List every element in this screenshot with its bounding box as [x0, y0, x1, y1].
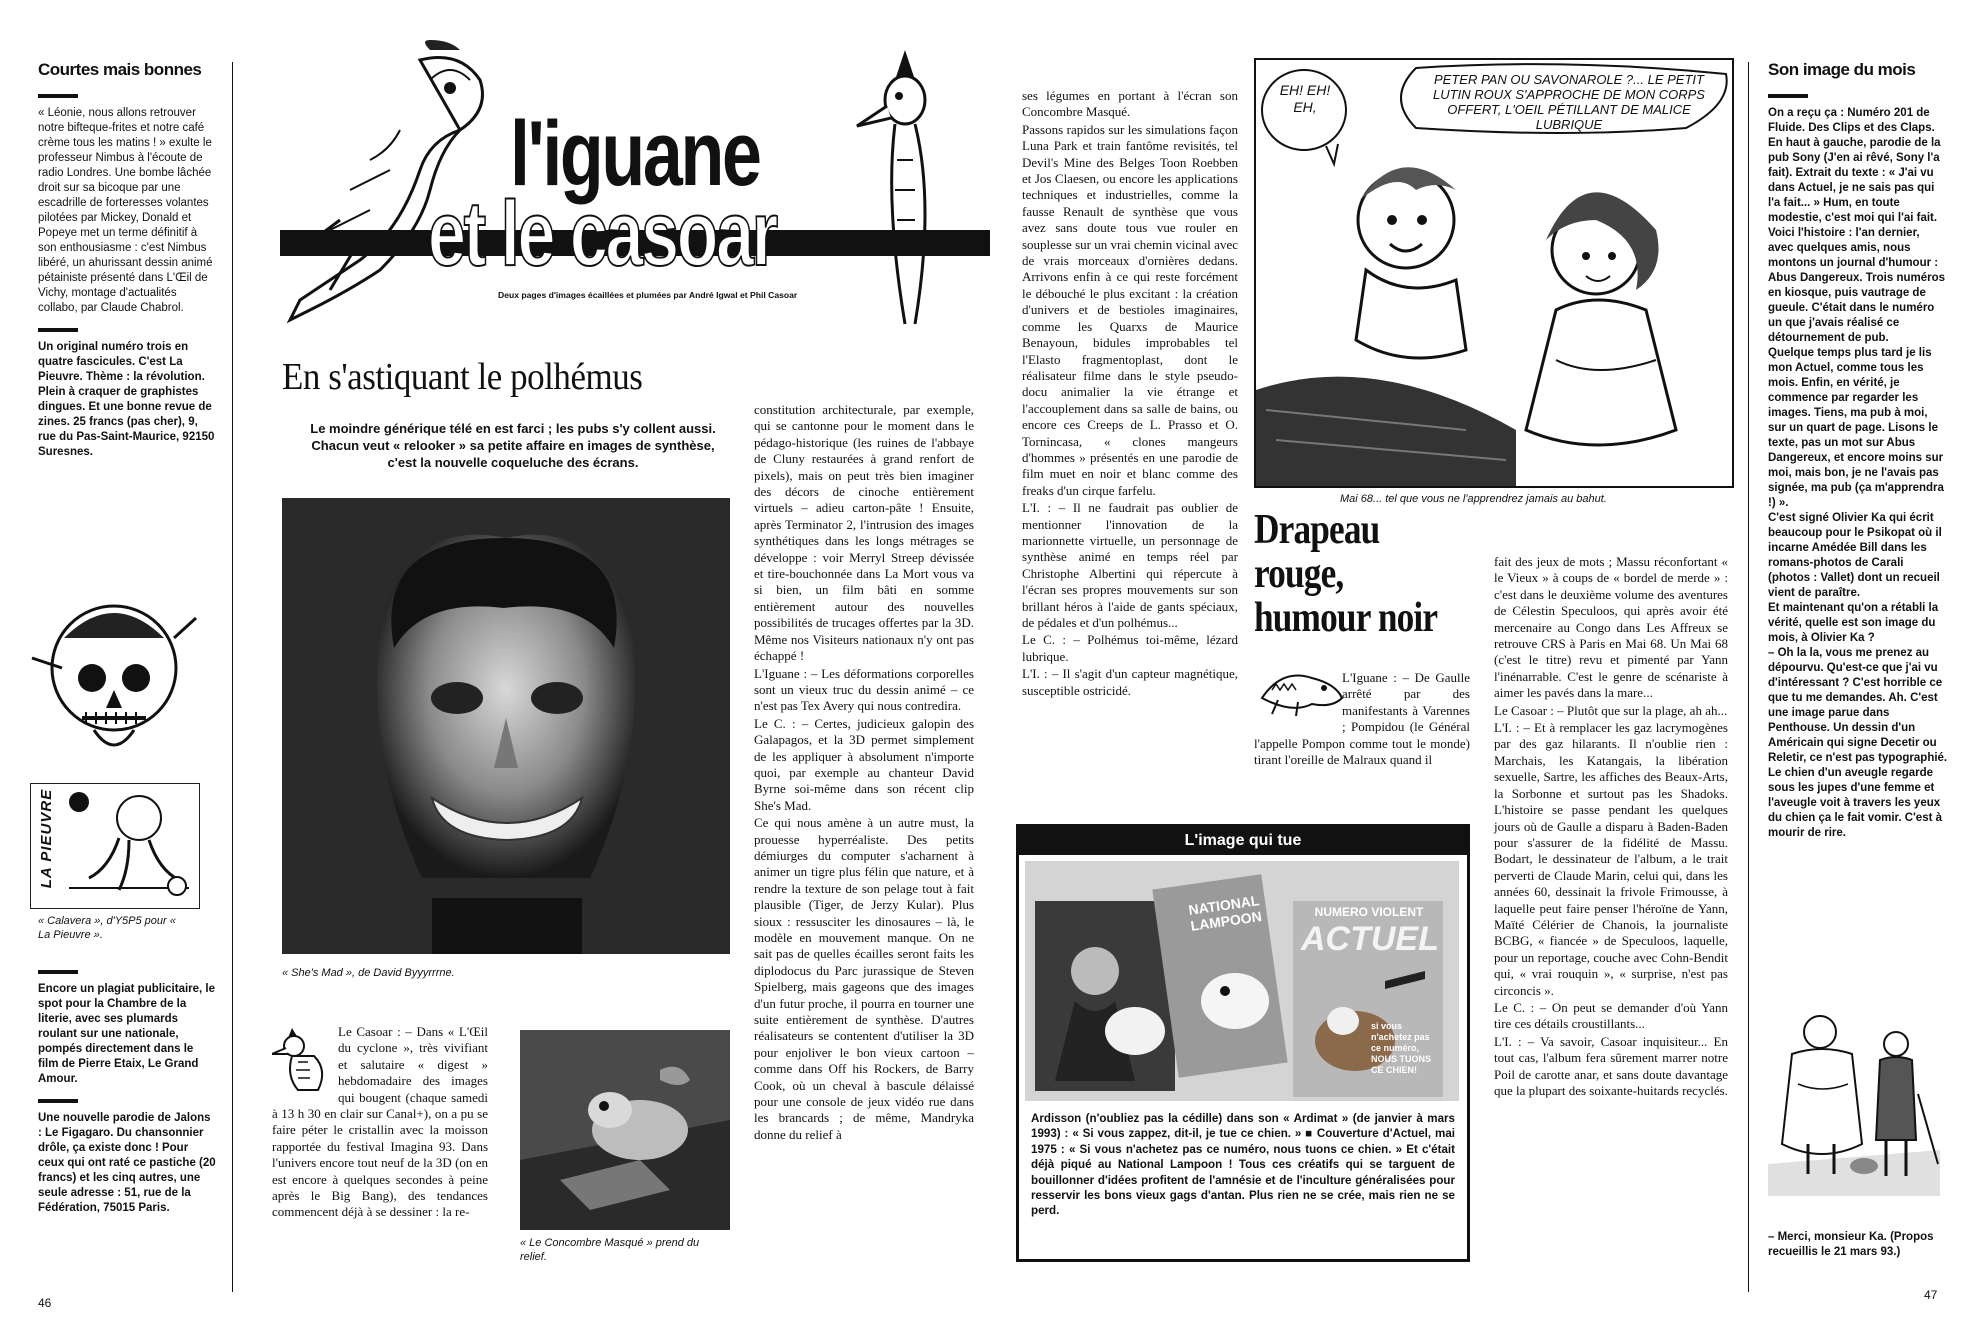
right-sidebar-text-1: On a reçu ça : Numéro 201 de Fluide. Des Clips et des Claps. En haut à gauche, parodie de la pub Sony (J'en ai rêvé, Sony l'a fait). Extrait du texte : « J'ai vu dans Actuel, je ne sais pas qui l'a fait... » Hum, en toute modestie, c'est moi qui l'ai fait. Voici l'histoire : l'an dernier, avec quelques amis, nous montons un journal d'humour : Abus Dangereux. Trois numéros en kiosque, puis vautrage de gueule. C'était dans le numéro un que j'avais réalisé ce détournement de pub. — [1768, 107, 1946, 344]
column2-iguane: L'I. : – Et à remplacer les gaz lacrymogènes par des gaz hilarants. Il n'oublie rien : Marchais, les Katangais, la libération sexuelle, Sartre, les affiches des Beaux-Arts, la Sorbonne et surtout pas les Shadoks. L'histoire se passe pendant les quelques jours où de Gaulle a disparu à Baden-Baden pour s'assurer de la fidélité de Massu. Bodart, le dessinateur de l'album, a le trait perverti de Claude Marin, celui qui, dans les années 60, dessinait la frivole Frimousse, à laquelle peut faire penser l'héroïne de Yann, Maïté Célérier de Chanois, la journaliste BCBG, « fiancée » de Speculoos, laquelle, pour un reportage, couche avec Cohn-Bendit qui, « vrai rouquin », « surprise, n'est pas circoncis ». — [1494, 720, 1728, 998]
sidebar-rule — [1768, 94, 1808, 98]
david-byrne-photo — [282, 498, 730, 954]
page-number-left: 46 — [38, 1296, 52, 1310]
casoar-illustration — [835, 40, 975, 340]
column4-paragraph: Passons rapidos sur les simulations façon Luna Park et train fantôme revisités, tel Devil's Mine des Belges Toon Roebben et Jos Claesen, ou encore les applications techniques et industrielles, comme la fausse Renault de synthèse que vous avez sans doute tous vue rouler en souplesse sur un vrai chemin vicinal avec de vrais morceaux d'ornières dedans. Arrivons enfin à ce qui reste forcément le débouché le plus excitant : la création d'univers et de bestioles imaginaires, comme les Quarxs de Maurice Benayoun, bidules improbables tel l'Elasto fragmentoplast, dont le réalisateur filme dans le style pseudo-docu animalier la vie étrange et l'accouplement dans sa salle de bains, ou encore ces Creeps de L. Prasso et O. Tornincasa, « clones mangeurs d'hommes » présentés en une parodie de film muet en noir et blanc comme des freaks d'un cirque farfelu. — [1022, 121, 1238, 498]
blind-man-cartoon — [1768, 1004, 1940, 1196]
column3-casoar: Le C. : – Certes, judicieux galopin des Galapagos, et la 3D permet simplement de les appliquer à absolument n'importe quoi, par exemple au chanteur David Byrne soi-même dans son récent clip She's Mad. — [754, 715, 974, 813]
casoar-text: Le Casoar : – Dans « L'Œil du cyclone », très vivifiant et salutaire « digest » hebdomadaire des images qui bougent (chaque samedi à 13 h 30 en clair sur Canal+), on a pu se faire péter le cristallin avec la moisson rapportée du festival Imagina 93. Dans l'univers encore tout neuf de la 3D (on en est encore à quelques secondes à peine après le Big Bang), des tendances commencent déjà à se dessiner : la re- — [272, 1024, 488, 1220]
right-sidebar — [1768, 60, 1948, 841]
concombre-caption: « Le Concombre Masqué » prend du relief. — [520, 1237, 700, 1263]
left-sidebar-bottom — [38, 970, 216, 1216]
pieuvre-logo: LA PIEUVRE — [38, 788, 56, 889]
sidebar-item-3: Encore un plagiat publicitaire, le spot pour la Chambre de la literie, avec ses plumards roulant sur une nationale, pompés directement dans le film de Pierre Etaix, Le Grand Amour. — [38, 983, 216, 1085]
column3-paragraph: constitution architecturale, par exemple, qui se cantonne pour le moment dans le pédago-historique (les ruines de l'abbaye de Cluny restaurées à grand renfort de pixels), mais on peut très bien imaginer des décors de cinoche entièrement virtuels – adieu carton-pâte ! Ensuite, après Terminator 2, l'intrusion des images synthétiques dans les longs métrages se développe : voir Merryl Streep dévissée et tire-bouchonnée dans La Mort vous va si bien, un film bâti en somme entièrement autour des nouvelles possibilités de trucages offertes par la 3D. Même nos Visiteurs nationaux n'y ont pas échappé ! — [754, 402, 974, 664]
column2-casoar-2: Le C. : – On peut se demander d'où Yann tire ces détails croustillants... — [1494, 999, 1728, 1032]
actuel-tagline: si vous n'achetez pas ce numéro, NOUS TUONS CE CHIEN! — [1371, 1021, 1432, 1075]
page-number-right: 47 — [1924, 1288, 1938, 1302]
column4-start: ses légumes en portant à l'écran son Concombre Masqué. — [1022, 88, 1238, 120]
sidebar-item-4: Une nouvelle parodie de Jalons : Le Figagaro. Du chansonnier drôle, ça existe donc ! Pour ceux qui ont raté ce pastiche (20 francs) et les cinq autres, une seule adresse : 51, rue de la Fédération, 75015 Paris. — [38, 1112, 216, 1214]
right-sidebar-text-3: C'est signé Olivier Ka qui écrit beaucoup pour le Psikopat où il incarne Amédée Bill dans les romans-photos de Carali (photos : Vallet) dont un recueil vient de paraître. — [1768, 512, 1942, 599]
column4-iguane: L'I. : – Il ne faudrait pas oublier de mentionner l'innovation de la marionnette virtuelle, un personnage de synthèse animé en temps réel par Christophe Albertini qui répercute à l'écran ses propres mouvements sur son brillant héros à l'aide de gants spéciaux, de pédales et d'un polhémus... — [1022, 500, 1238, 630]
image-qui-tue-photo — [1025, 861, 1459, 1101]
concombre-masque-image — [520, 1030, 730, 1230]
right-sidebar-text-5: – Oh la la, vous me prenez au dépourvu. Qu'est-ce que j'ai vu d'intéressant ? C'est horrible ce que tu me demandes. Ah. C'est une image parue dans Penthouse. Un dessin d'un Américain qui signe Decetir ou Reletir, ce n'est pas typographié. Le chien d'un aveugle regarde sous les jupes d'une femme et l'aveugle voit à travers les yeux du chien ça le fait vomir. C'est à mourir de rire. — [1768, 647, 1948, 839]
header-title-line2: et le casoar — [428, 183, 777, 285]
column3-iguane: L'Iguane : – Les déformations corporelles sont un vieux truc du dessin animé – ce n'est pas Tex Avery qui nous contredira. — [754, 665, 974, 714]
lampoon-title: NATIONAL LAMPOON — [1187, 892, 1263, 934]
article2-title-line1: Drapeau — [1254, 507, 1380, 553]
column4-iguane-2: L'I. : – Il s'agit d'un capteur magnétique, susceptible ostricidé. — [1022, 666, 1238, 698]
column2-iguane-2: L'I. : – Va savoir, Casoar inquisiteur... En tout cas, l'album fera sûrement marrer notre Poil de carotte anar, et sans doute davantage que la plupart des soixante-huitards recyclés. — [1494, 1033, 1728, 1098]
right-sidebar-title: Son image du mois — [1768, 60, 1916, 79]
article2-title — [1254, 508, 1456, 640]
sidebar-rule — [38, 1099, 78, 1103]
article2-iguane-text: L'Iguane : – De Gaulle arrêté par des manifestants à Varennes ; Pompidou (le Général l'appelle Pompon comme tout le monde) tirant l'oreille de Malraux quand il — [1254, 670, 1470, 768]
image-qui-tue-box — [1016, 824, 1470, 1262]
right-sidebar-text-2: Quelque temps plus tard je lis mon Actuel, comme tous les mois. Enfin, en vérité, je commence par regarder les images. Tiens, ma pub à moi, sur un quart de page. Lisons le texte, pas un mot sur Abus Dangereux, et encore moins sur moi, mais bon, je ne l'avais pas signée, ma pub (ça m'apprendra !) ». — [1768, 347, 1944, 509]
sidebar-item-1: « Léonie, nous allons retrouver notre bifteque-frites et notre café crème tous les matins ! » exulte le professeur Nimbus à l'écoute de radio Londres. Une bombe lâchée droit sur sa bicoque par une escadrille de forteresses volantes pilotées par Mickey, Donald et Popeye met un terme définitif à son enthousiasme : c'est Nimbus libéré, un ahurissant dessin animé pétainiste présenté dans L'Œil de Vichy, montage d'actualités collabo, par Claude Chabrol. — [38, 107, 213, 314]
la-pieuvre-cover — [30, 783, 200, 909]
column2-casoar: Le Casoar : – Plutôt que sur la plage, ah ah... — [1494, 702, 1728, 718]
image-qui-tue-heading: L'image qui tue — [1019, 827, 1467, 855]
comic-panel — [1254, 58, 1734, 488]
photo-caption: « She's Mad », de David Byyyrrrne. — [282, 967, 455, 979]
column4-casoar: Le C. : – Polhémus toi-même, lézard lubrique. — [1022, 632, 1238, 664]
article2-column1 — [1254, 670, 1470, 768]
article1-casoar-paragraph — [272, 1024, 488, 1221]
article2-title-line3: humour noir — [1254, 595, 1438, 641]
right-column-divider — [1748, 62, 1749, 1292]
left-column-divider — [232, 62, 233, 1292]
right-sidebar-closing: – Merci, monsieur Ka. (Propos recueillis le 21 mars 93.) — [1768, 1231, 1934, 1258]
actuel-title: ACTUEL — [1301, 920, 1439, 958]
article2-column2 — [1494, 554, 1728, 1100]
article2-title-line2: rouge, — [1254, 551, 1344, 597]
sidebar-rule — [38, 328, 78, 332]
column3-continued: Ce qui nous amène à un autre must, la prouesse hyperréaliste. Des petits démiurges du computer s'acharnent à animer un tigre plus félin que nature, et à rendre la texture de son pelage tout à fait plausible (Tiger, de Jerzy Kular). Plus sioux : ressusciter les dinosaures – là, le modèle en mouvement manque. On ne sait pas de quelles écailles seront faits les diplodocus du Parc jurassique de Steven Spielberg, mais gageons que des images d'un futur proche, il pourra en tourner une suite entièrement de synthèse. D'autres réalisateurs se contentent d'utiliser la 3D pour enjoliver le bon vieux cartoon – comme dans Off his Rockers, de Barry Cook, où un cheval à bascule délaissé pour une console de jeux vidéo rue dans les brancards ; de même, Mandryka donne du relief à — [754, 815, 974, 1142]
article1-column3 — [754, 402, 974, 1144]
header-subtitle: Deux pages d'images écaillées et plumées par André Igwal et Phil Casoar — [498, 290, 798, 300]
column2-paragraph: fait des jeux de mots ; Massu réconfortant « le Vieux » à coups de « bordel de merde » : c'est dans le deuxième volume des aventures de Célestin Speculoos, qui après avoir été mercenaire au Congo dans Les Affreux se retrouve CRS à Paris en Mai 68. Un Mai 68 (c'est le titre) revu et pimenté par Yann l'inénarrable. C'est le genre de scénariste à aimer les pavés dans la mare... — [1494, 554, 1728, 701]
pieuvre-caption: « Calavera », d'Y5P5 pour « La Pieuvre ». — [38, 915, 176, 941]
image-qui-tue-text: Ardisson (n'oubliez pas la cédille) dans son « Ardimat » (de janvier à mars 1993) : « Si vous zappez, dit-il, je tue ce chien. » ■ Couverture d'Actuel, mai 1975 : « Si vous n'achetez pas ce numéro, nous tuons ce chien. » Et c'était déjà piqué au National Lampoon ! Tous ces créatifs qui se targuent de bouillonner d'idées profitent de l'amnésie et de l'inculture généralisées pour resservir les bons vieux gags d'antan. Plus rien ne se crée, mais rien ne se perd. — [1031, 1112, 1455, 1218]
header-banner — [280, 40, 990, 340]
header-title-line1: l'iguane — [510, 103, 760, 205]
calavera-illustration — [24, 598, 200, 768]
sidebar-rule — [38, 970, 78, 974]
comic-bubble-2: PETER PAN OU SAVONAROLE ?... LE PETIT LUTIN ROUX S'APPROCHE DE MON CORPS OFFERT, L'OEIL PÉTILLANT DE MALICE LUBRIQUE — [1433, 72, 1705, 132]
left-sidebar — [38, 60, 216, 460]
article1-chapo: Le moindre générique télé en est farci ; les pubs s'y collent aussi. Chacun veut « relooker » sa petite affaire en images de synthèse, c'est la nouvelle coqueluche des écrans. — [310, 421, 716, 470]
article1-title: En s'astiquant le polhémus — [282, 356, 643, 398]
comic-bubble-1: EH! EH! EH, — [1279, 82, 1331, 115]
comic-caption: Mai 68... tel que vous ne l'apprendrez jamais au bahut. — [1340, 493, 1607, 505]
sidebar-item-2: Un original numéro trois en quatre fascicules. C'est La Pieuvre. Thème : la révolution. Plein à craquer de graphistes dingues. Et une bonne revue de zines. 25 francs (pas cher), 9, rue du Pas-Saint-Maurice, 92150 Suresnes. — [38, 341, 215, 458]
right-sidebar-text-4: Et maintenant qu'on a rétabli la vérité, quelle est son image du mois, à Olivier Ka ? — [1768, 602, 1939, 644]
sidebar-rule — [38, 94, 78, 98]
article1-column4 — [1022, 88, 1238, 700]
sidebar-title: Courtes mais bonnes — [38, 60, 202, 79]
actuel-top: NUMERO VIOLENT — [1314, 905, 1424, 919]
